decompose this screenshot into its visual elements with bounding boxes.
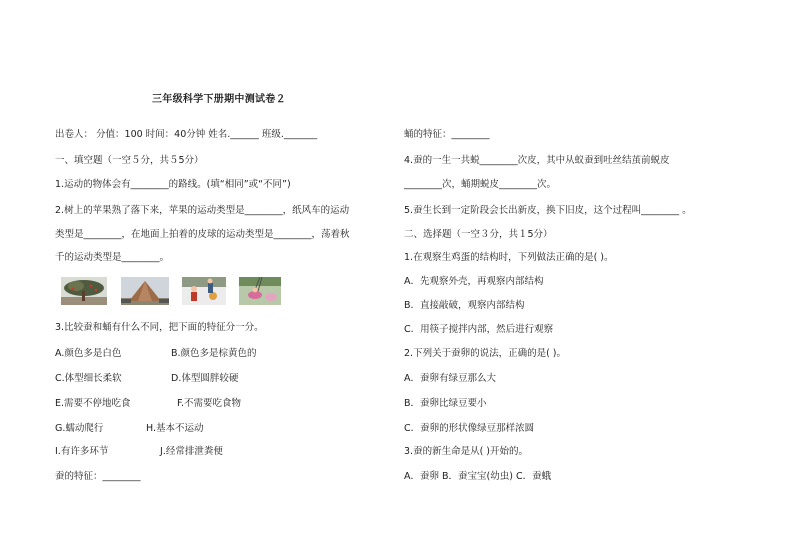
question-4-line-1: 4.蚕的一生一共蜕________次皮，其中从蚁蚕到吐丝结茧前蜕皮 <box>404 155 670 166</box>
question-2-line-2: 类型是________，在地面上拍着的皮球的运动类型是________，荡着秋 <box>55 229 350 240</box>
option-g: G.蠕动爬行 <box>55 423 104 434</box>
option-e: E.需要不停地吃食 <box>55 398 131 409</box>
option-b: B.颜色多是棕黄色的 <box>171 348 257 359</box>
option-i: I.有许多环节 <box>55 446 109 457</box>
question-2-line-1: 2.树上的苹果熟了落下来，苹果的运动类型是________，纸风车的运动 <box>55 205 350 216</box>
mc-question-1-option-b: B．直接敲破，观察内部结构 <box>404 300 525 311</box>
header-info-line: 出卷人： 分值：100 时间：40分钟 姓名.______ 班级._______ <box>55 129 318 140</box>
pupa-features-blank: 蛹的特征：________ <box>404 129 490 140</box>
silkworm-features-blank: 蚕的特征：________ <box>55 471 141 482</box>
mc-question-3-options: A．蚕卵 B．蚕宝宝(幼虫) C．蚕蛾 <box>404 471 552 482</box>
question-2-line-3: 千的运动类型是________。 <box>55 252 170 263</box>
option-h: H.基本不运动 <box>146 423 204 434</box>
pinwheel-photo <box>121 277 169 305</box>
swing-photo <box>239 277 281 305</box>
mc-question-2-option-c: C．蚕卵的形状像绿豆那样浓圆 <box>404 423 535 434</box>
exam-title: 三年级科学下册期中测试卷２ <box>152 94 286 105</box>
mc-question-1: 1.在观察生鸡蛋的结构时，下列做法正确的是( )。 <box>404 252 614 263</box>
option-f: F.不需要吃食物 <box>177 398 241 409</box>
question-1: 1.运动的物体会有________的路线。(填“相同”或“不同”) <box>55 179 291 190</box>
question-3: 3.比较蚕和蛹有什么不同，把下面的特征分一分。 <box>55 322 264 333</box>
option-a: A.颜色多是白色 <box>55 348 122 359</box>
question-4-line-2: ________次，蛹期蜕皮________次。 <box>404 179 557 190</box>
mc-question-3: 3.蚕的新生命是从( )开始的。 <box>404 446 528 457</box>
mc-question-2-option-a: A．蚕卵有绿豆那么大 <box>404 373 496 384</box>
option-d: D.体型圆胖较硬 <box>171 373 239 384</box>
mc-question-1-option-a: A．先观察外壳，再观察内部结构 <box>404 276 544 287</box>
motion-pictures-row <box>61 277 301 307</box>
question-5: 5.蚕生长到一定阶段会长出新皮，换下旧皮，这个过程叫________ 。 <box>404 205 692 216</box>
section-fill-blank-heading: 一、填空题（一空５分，共５5分） <box>55 155 204 166</box>
mc-question-1-option-c: C．用筷子搅拌内部，然后进行观察 <box>404 324 554 335</box>
option-j: J.经常排泄粪便 <box>160 446 223 457</box>
section-multiple-choice-heading: 二、选择题（一空３分，共１5分） <box>404 229 553 240</box>
option-c: C.体型细长柔软 <box>55 373 122 384</box>
mc-question-2: 2.下列关于蚕卵的说法，正确的是( )。 <box>404 348 566 359</box>
mc-question-2-option-b: B．蚕卵比绿豆要小 <box>404 398 487 409</box>
bouncing-ball-photo <box>182 277 226 305</box>
apple-tree-photo <box>61 277 107 305</box>
